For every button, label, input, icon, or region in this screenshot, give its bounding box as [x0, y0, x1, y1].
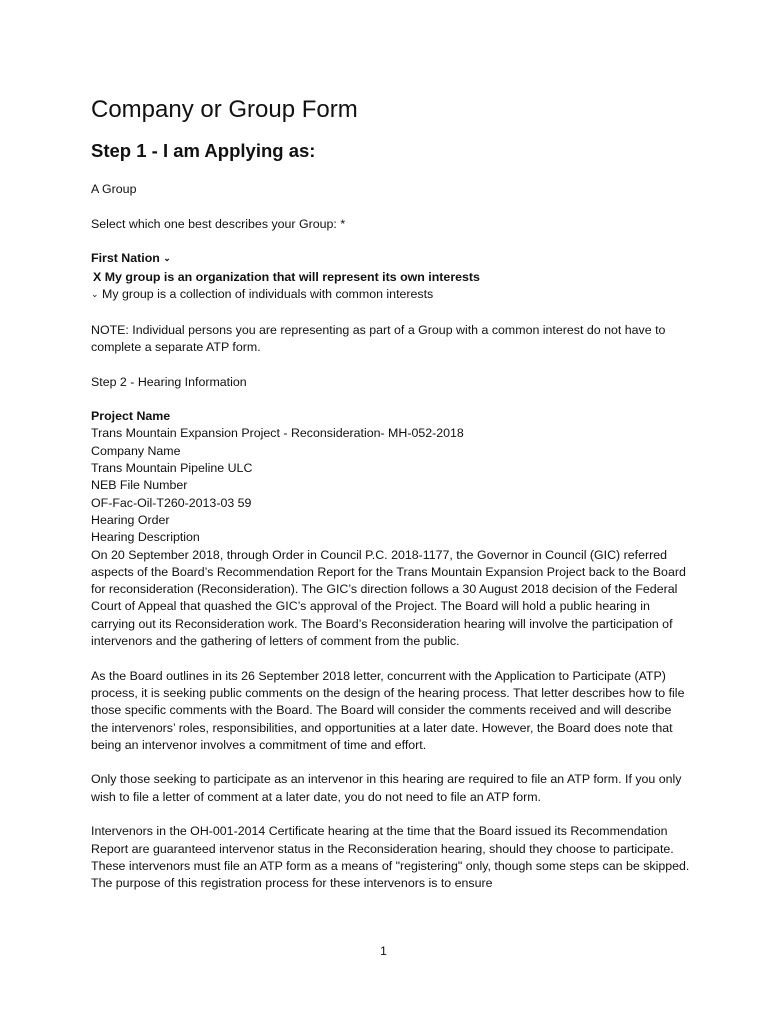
group-type-prompt: Select which one best describes your Group: * [91, 216, 346, 231]
description-paragraph-1: On 20 September 2018, through Order in Council P.C. 2018-1177, the Governor in Council (GIC) referred aspects of the Board’s Recommendation Report for the Trans Mountain Expansion Project back to the Board for reconsideration (Reconsideration). The GIC’s direction follows a 30 August 2018 decision of the Federal Court of Appeal that quashed the GIC’s approval of the Project. The Board will hold a public hearing in carrying out its Reconsideration work. The Board’s Reconsideration hearing will involve the participation of intervenors and the gathering of letters of comment from the public. [91, 547, 686, 649]
chevron-down-icon: ⌄ [91, 289, 99, 300]
note-text: NOTE: Individual persons you are representing as part of a Group with a common interest do not have to complete a separate ATP form. [91, 322, 666, 354]
company-name-value: Trans Mountain Pipeline ULC [91, 461, 253, 476]
description-paragraph-4: Intervenors in the OH-001-2014 Certificate hearing at the time that the Board issued its Recommendation Report are guaranteed intervenor status in the Reconsideration hearing, should they choose to participate. These intervenors must file an ATP form as a means of "registering" only, though some steps can be skipped. The purpose of this registration process for these intervenors is to ensure [91, 824, 690, 891]
hearing-order-label: Hearing Order [91, 512, 170, 527]
form-title: Company or Group Form [91, 96, 358, 123]
page-number: 1 [380, 944, 387, 958]
option-first-nation[interactable] [91, 250, 691, 268]
neb-file-value: OF-Fac-Oil-T260-2013-03 59 [91, 495, 252, 510]
company-name-label: Company Name [91, 443, 181, 458]
option-collection[interactable] [91, 286, 691, 304]
description-paragraph-3: Only those seeking to participate as an intervenor in this hearing are required to file an ATP form. If you only wish to file a letter of comment at a later date, you do not need to file an ATP form. [91, 772, 682, 804]
project-name-value: Trans Mountain Expansion Project - Reconsideration- MH-052-2018 [91, 426, 464, 441]
hearing-description-label: Hearing Description [91, 530, 200, 545]
project-name-label: Project Name [91, 409, 171, 424]
selected-marker: X [93, 269, 102, 284]
option-first-nation-label: First Nation [91, 251, 160, 266]
option-collection-label: My group is a collection of individuals with common interests [102, 287, 434, 302]
chevron-down-icon: ⌄ [163, 253, 171, 264]
page-content [91, 94, 691, 892]
step2-heading: Step 2 - Hearing Information [91, 374, 247, 389]
option-organization-label: My group is an organization that will represent its own interests [104, 269, 480, 284]
description-paragraph-2: As the Board outlines in its 26 September 2018 letter, concurrent with the Application to Participate (ATP) process, it is seeking public comments on the design of the hearing process. That letter describes how to file those specific comments with the Board. The Board will consider the comments received and will describe the intervenors’ roles, responsibilities, and opportunities at a later date. However, the Board does note that being an intervenor involves a commitment of time and effort. [91, 668, 685, 752]
option-organization[interactable] [91, 269, 691, 286]
step1-heading: Step 1 - I am Applying as: [91, 140, 316, 161]
neb-file-label: NEB File Number [91, 478, 188, 493]
applying-as-value: A Group [91, 182, 137, 197]
